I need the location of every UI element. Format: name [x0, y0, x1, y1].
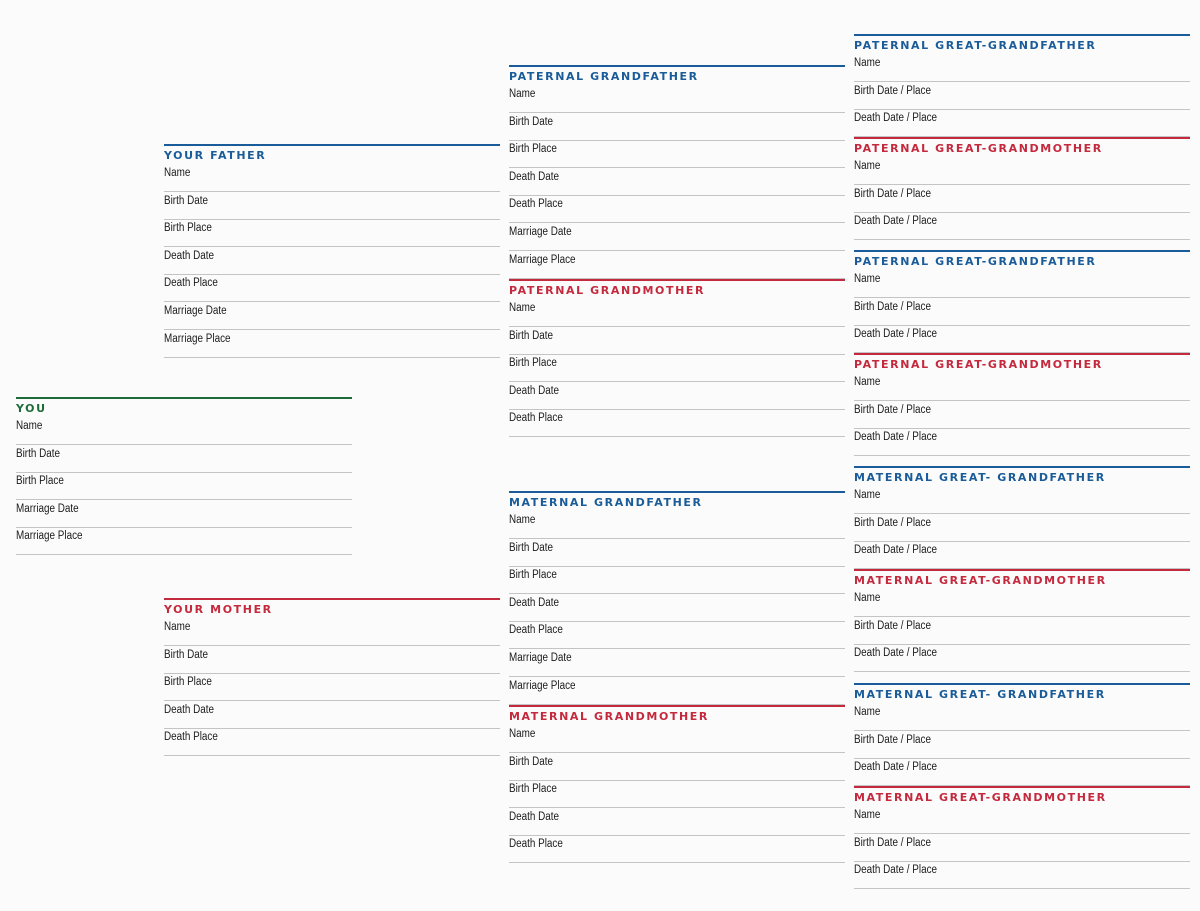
field-line[interactable]	[509, 113, 845, 141]
great-grandparent-block-maternal-great-grandmother	[854, 569, 1190, 672]
field-label: Death Date / Place	[854, 112, 938, 125]
field-line[interactable]	[16, 472, 352, 500]
field-label: Name	[854, 273, 881, 285]
field-label: Marriage Date	[509, 226, 572, 238]
field-label: Marriage Date	[164, 305, 227, 317]
field-label: Birth Date	[164, 648, 208, 661]
field-line[interactable]	[16, 417, 352, 445]
maternal-grandmother-block	[509, 705, 845, 863]
field-line[interactable]	[854, 617, 1190, 645]
great-grandparent-block-paternal-great-grandfather	[854, 250, 1190, 353]
section-heading: YOUR MOTHER	[164, 603, 273, 616]
field-label: Marriage Place	[164, 332, 231, 345]
field-line[interactable]	[854, 644, 1190, 672]
you-block	[16, 397, 352, 555]
field-line[interactable]	[164, 646, 500, 674]
field-line[interactable]	[854, 54, 1190, 82]
field-label: Birth Place	[164, 676, 212, 689]
section-heading: MATERNAL GREAT-GRANDMOTHER	[854, 574, 1107, 587]
field-label: Marriage Place	[16, 530, 83, 543]
field-line[interactable]	[509, 566, 845, 594]
field-line[interactable]	[854, 212, 1190, 240]
field-line[interactable]	[509, 382, 845, 410]
field-line[interactable]	[854, 428, 1190, 456]
field-label: Death Place	[164, 277, 218, 290]
field-line[interactable]	[16, 500, 352, 528]
father-block	[164, 144, 500, 357]
paternal-grandfather-block	[509, 65, 845, 278]
great-grandparent-block-paternal-great-grandmother	[854, 137, 1190, 240]
field-label: Death Date / Place	[854, 215, 938, 228]
field-label: Name	[854, 809, 881, 821]
great-grandparent-block-paternal-great-grandmother	[854, 353, 1190, 456]
field-label: Death Place	[164, 731, 218, 744]
field-line[interactable]	[164, 164, 500, 192]
maternal-grandfather-block	[509, 491, 845, 704]
field-label: Birth Date	[509, 329, 553, 342]
field-line[interactable]	[164, 219, 500, 247]
field-line[interactable]	[509, 195, 845, 223]
field-label: Birth Date	[509, 541, 553, 554]
field-line[interactable]	[164, 274, 500, 302]
field-line[interactable]	[509, 354, 845, 382]
field-label: Birth Date / Place	[854, 187, 931, 200]
field-line[interactable]	[164, 247, 500, 275]
field-label: Birth Date	[164, 194, 208, 207]
field-line[interactable]	[509, 327, 845, 355]
field-line[interactable]	[509, 753, 845, 781]
field-label: Death Place	[509, 838, 563, 851]
field-line[interactable]	[509, 649, 845, 677]
field-line[interactable]	[509, 85, 845, 113]
field-label: Birth Place	[509, 357, 557, 370]
field-label: Birth Date / Place	[854, 300, 931, 313]
field-label: Name	[509, 514, 536, 526]
section-heading: MATERNAL GREAT- GRANDFATHER	[854, 688, 1106, 701]
field-label: Name	[509, 302, 536, 314]
field-label: Marriage Place	[509, 679, 576, 692]
field-label: Birth Date / Place	[854, 84, 931, 97]
section-heading: MATERNAL GREAT-GRANDMOTHER	[854, 791, 1107, 804]
field-label: Name	[854, 592, 881, 604]
field-line[interactable]	[164, 701, 500, 729]
field-line[interactable]	[854, 401, 1190, 429]
great-grandparent-block-maternal-great-grandfather	[854, 466, 1190, 569]
field-label: Birth Date	[509, 755, 553, 768]
field-line[interactable]	[509, 168, 845, 196]
field-label: Name	[164, 621, 191, 633]
field-label: Birth Date / Place	[854, 403, 931, 416]
field-line[interactable]	[509, 780, 845, 808]
field-label: Name	[509, 88, 536, 100]
mother-block	[164, 598, 500, 756]
field-label: Death Date / Place	[854, 431, 938, 444]
field-line[interactable]	[854, 486, 1190, 514]
field-label: Birth Date / Place	[854, 619, 931, 632]
field-label: Birth Date / Place	[854, 836, 931, 849]
field-line[interactable]	[854, 589, 1190, 617]
field-line[interactable]	[16, 445, 352, 473]
field-line[interactable]	[854, 731, 1190, 759]
field-line[interactable]	[164, 728, 500, 756]
field-line[interactable]	[509, 677, 845, 705]
field-label: Birth Place	[16, 475, 64, 488]
field-label: Birth Date	[509, 115, 553, 128]
field-line[interactable]	[854, 298, 1190, 326]
field-line[interactable]	[164, 673, 500, 701]
field-label: Death Date / Place	[854, 761, 938, 774]
field-line[interactable]	[509, 409, 845, 437]
field-label: Name	[854, 57, 881, 69]
field-line[interactable]	[509, 299, 845, 327]
field-label: Death Date	[509, 384, 560, 397]
section-heading: PATERNAL GRANDMOTHER	[509, 284, 706, 297]
field-line[interactable]	[164, 302, 500, 330]
field-label: Death Date	[509, 810, 560, 823]
field-line[interactable]	[854, 109, 1190, 137]
field-line[interactable]	[509, 223, 845, 251]
field-label: Death Date / Place	[854, 328, 938, 341]
field-label: Name	[854, 160, 881, 172]
field-label: Birth Place	[509, 783, 557, 796]
field-line[interactable]	[509, 140, 845, 168]
field-line[interactable]	[854, 373, 1190, 401]
field-line[interactable]	[854, 82, 1190, 110]
field-line[interactable]	[509, 725, 845, 753]
field-label: Death Place	[509, 198, 563, 211]
section-heading: PATERNAL GRANDFATHER	[509, 70, 699, 83]
field-label: Birth Date / Place	[854, 733, 931, 746]
section-heading: MATERNAL GRANDFATHER	[509, 496, 703, 509]
field-label: Birth Place	[164, 222, 212, 235]
field-line[interactable]	[854, 270, 1190, 298]
section-heading: PATERNAL GREAT-GRANDFATHER	[854, 255, 1097, 268]
field-label: Marriage Date	[509, 652, 572, 664]
field-label: Name	[854, 376, 881, 388]
field-label: Name	[16, 420, 43, 432]
field-label: Name	[854, 706, 881, 718]
field-line[interactable]	[854, 157, 1190, 185]
field-label: Death Date	[164, 249, 215, 262]
field-line[interactable]	[16, 527, 352, 555]
field-line[interactable]	[854, 185, 1190, 213]
field-label: Birth Place	[509, 143, 557, 156]
field-label: Death Date	[509, 596, 560, 609]
field-label: Death Date / Place	[854, 864, 938, 877]
field-label: Death Place	[509, 624, 563, 637]
field-label: Name	[164, 167, 191, 179]
great-grandparent-block-maternal-great-grandfather	[854, 683, 1190, 786]
field-line[interactable]	[164, 330, 500, 358]
field-label: Marriage Place	[509, 253, 576, 266]
field-line[interactable]	[854, 325, 1190, 353]
field-line[interactable]	[854, 541, 1190, 569]
section-heading: PATERNAL GREAT-GRANDMOTHER	[854, 142, 1103, 155]
field-label: Death Date / Place	[854, 544, 938, 557]
great-grandparent-block-maternal-great-grandmother	[854, 786, 1190, 889]
field-label: Birth Date	[16, 447, 60, 460]
field-label: Death Date	[164, 703, 215, 716]
field-line[interactable]	[854, 703, 1190, 731]
section-heading: MATERNAL GREAT- GRANDFATHER	[854, 471, 1106, 484]
section-heading: YOU	[16, 402, 47, 415]
great-grandparent-block-paternal-great-grandfather	[854, 34, 1190, 137]
field-label: Name	[854, 489, 881, 501]
field-label: Name	[509, 728, 536, 740]
field-label: Birth Place	[509, 569, 557, 582]
field-line[interactable]	[509, 251, 845, 279]
section-heading: YOUR FATHER	[164, 149, 267, 162]
field-label: Marriage Date	[16, 502, 79, 515]
field-line[interactable]	[854, 514, 1190, 542]
field-line[interactable]	[509, 835, 845, 863]
field-line[interactable]	[164, 618, 500, 646]
field-label: Birth Date / Place	[854, 516, 931, 529]
section-heading: PATERNAL GREAT-GRANDFATHER	[854, 39, 1097, 52]
field-line[interactable]	[509, 594, 845, 622]
field-line[interactable]	[854, 861, 1190, 889]
field-line[interactable]	[854, 806, 1190, 834]
field-label: Death Date	[509, 170, 560, 183]
field-line[interactable]	[509, 511, 845, 539]
field-line[interactable]	[854, 834, 1190, 862]
field-line[interactable]	[164, 192, 500, 220]
field-label: Death Place	[509, 412, 563, 425]
field-line[interactable]	[509, 621, 845, 649]
field-line[interactable]	[854, 758, 1190, 786]
field-label: Death Date / Place	[854, 647, 938, 660]
section-heading: PATERNAL GREAT-GRANDMOTHER	[854, 358, 1103, 371]
section-heading: MATERNAL GRANDMOTHER	[509, 710, 709, 723]
field-line[interactable]	[509, 808, 845, 836]
paternal-grandmother-block	[509, 279, 845, 437]
field-line[interactable]	[509, 539, 845, 567]
